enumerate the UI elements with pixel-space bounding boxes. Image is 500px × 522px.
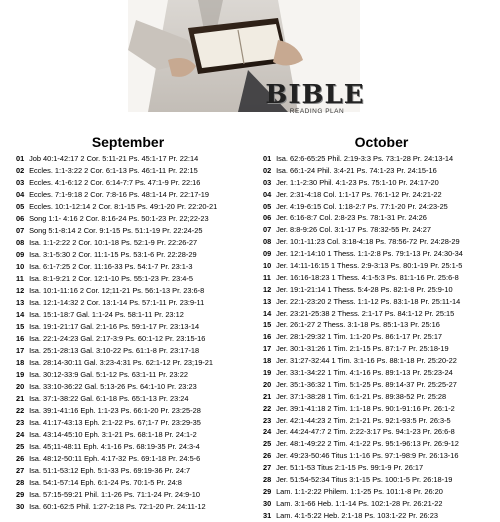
reading-row — [16, 381, 260, 393]
reading-row — [263, 236, 500, 248]
reading-text: Isa. 66:1-24 Phil. 3:4-21 Ps. 74:1-23 Pr. 24:15-16 — [276, 165, 437, 175]
day-number: 10 — [263, 261, 272, 271]
reading-row — [263, 474, 500, 486]
reading-row — [263, 403, 500, 415]
day-number: 29 — [16, 490, 25, 499]
day-number: 14 — [16, 310, 25, 319]
reading-text: Jer. 37:1-38:28 1 Tim. 6:1-21 Ps. 89:38-52 Pr. 25:28 — [276, 391, 447, 401]
day-number: 22 — [263, 403, 272, 413]
reading-row — [16, 201, 260, 213]
reading-text: Isa. 22:1-24:23 Gal. 2:17-3:9 Ps. 60:1-12 Pr. 23:15-16 — [29, 334, 206, 343]
day-number: 18 — [16, 358, 25, 367]
day-number: 13 — [16, 298, 25, 307]
day-number: 01 — [263, 154, 272, 163]
reading-text: Isa. 6:1-7:25 2 Cor. 11:16-33 Ps. 54:1-7 Pr. 23:1-3 — [29, 262, 193, 271]
reading-row — [16, 357, 260, 369]
reading-row — [16, 501, 260, 513]
reading-row — [263, 486, 500, 498]
day-number: 08 — [16, 238, 25, 247]
day-number: 13 — [263, 296, 272, 306]
reading-row — [263, 355, 500, 367]
day-number: 03 — [16, 178, 25, 187]
reading-text: Isa. 60:1-62:5 Phil. 1:27-2:18 Ps. 72:1-20 Pr. 24:11-12 — [29, 502, 206, 511]
reading-text: Isa. 39:1-41:16 Eph. 1:1-23 Ps. 66:1-20 Pr. 23:25-28 — [29, 406, 201, 415]
reading-text: Isa. 10:1-11:16 2 Cor. 12;11-21 Ps. 56:1-13 Pr. 23:6-8 — [29, 286, 205, 295]
reading-text: Lam. 3:1-66 Heb. 1:1-14 Ps. 102:1-28 Pr. 26:21-22 — [276, 498, 443, 508]
reading-row — [263, 201, 500, 213]
day-number: 30 — [16, 502, 25, 511]
reading-row — [263, 391, 500, 403]
reading-row — [16, 321, 260, 333]
day-number: 17 — [263, 344, 272, 354]
day-number: 02 — [263, 165, 272, 175]
day-number: 07 — [263, 225, 272, 235]
reading-text: Jer. 4:19-6:15 Col. 1:18-2:7 Ps. 77:1-20 Pr. 24:23-25 — [276, 201, 448, 211]
day-number: 25 — [16, 442, 25, 451]
reading-text: Jer. 49:23-50:46 Titus 1:1-16 Ps. 97:1-98:9 Pr. 26:13-16 — [276, 451, 459, 461]
reading-text: Jer. 1:1-2:30 Phil. 4:1-23 Ps. 75:1-10 Pr. 24:17-20 — [276, 177, 439, 187]
day-number: 04 — [16, 190, 25, 199]
reading-text: Isa. 41:17-43:13 Eph. 2:1-22 Ps. 67;1-7 Pr. 23:29-35 — [29, 418, 201, 427]
day-number: 05 — [263, 201, 272, 211]
reading-text: Jer. 14:11-16:15 1 Thess. 2:9-3:13 Ps. 80:1-19 Pr. 25:1-5 — [276, 261, 463, 271]
reading-row — [263, 272, 500, 284]
day-number: 06 — [16, 214, 25, 223]
day-number: 17 — [16, 346, 25, 355]
reading-row — [16, 225, 260, 237]
reading-row — [16, 453, 260, 465]
reading-row — [16, 309, 260, 321]
day-number: 10 — [16, 262, 25, 271]
reading-row — [16, 153, 260, 165]
day-number: 27 — [263, 463, 272, 473]
reading-row — [263, 177, 500, 189]
reading-row — [263, 284, 500, 296]
day-number: 19 — [16, 370, 25, 379]
reading-text: Jer. 22:1-23:20 2 Thess. 1:1-12 Ps. 83:1-18 Pr. 25:11-14 — [276, 296, 461, 306]
day-number: 09 — [263, 249, 272, 259]
reading-text: Jer. 51:1-53 Titus 2:1-15 Ps. 99:1-9 Pr. 26:17 — [276, 463, 424, 473]
reading-row — [263, 224, 500, 236]
reading-row — [263, 450, 500, 462]
reading-text: Jer. 2:31-4:18 Col. 1:1-17 Ps. 76:1-12 Pr. 24:21-22 — [276, 189, 442, 199]
reading-row — [16, 285, 260, 297]
reading-text: Eccles. 10:1-12:14 2 Cor. 8:1-15 Ps. 49:1-20 Pr. 22:20-21 — [29, 202, 218, 211]
day-number: 02 — [16, 166, 25, 175]
reading-row — [263, 260, 500, 272]
reading-text: Isa. 8:1-9:21 2 Cor. 12:1-10 Ps. 55:1-23 Pr. 23:4-5 — [29, 274, 193, 283]
reading-row — [263, 212, 500, 224]
reading-row — [263, 367, 500, 379]
reading-row — [16, 489, 260, 501]
reading-row — [263, 510, 500, 522]
reading-text: Jer. 31:27-32:44 1 Tim. 3:1-16 Ps. 88:1-18 Pr. 25:20-22 — [276, 356, 457, 366]
reading-text: Jer. 33:1-34:22 1 Tim. 4:1-16 Ps. 89:1-13 Pr. 25:23-24 — [276, 368, 453, 378]
day-number: 25 — [263, 439, 272, 449]
day-number: 20 — [16, 382, 25, 391]
reading-text: Isa. 54:1-57:14 Eph. 6:1-24 Ps. 70:1-5 Pr. 24:8 — [29, 478, 182, 487]
day-number: 09 — [16, 250, 25, 259]
day-number: 22 — [16, 406, 25, 415]
reading-text: Isa. 28:14-30:11 Gal. 3:23-4:31 Ps. 62:1-12 Pr. 23;19-21 — [29, 358, 213, 367]
reading-text: Isa. 37:1-38:22 Gal. 6:1-18 Ps. 65:1-13 Pr. 23:24 — [29, 394, 189, 403]
reading-row — [263, 165, 500, 177]
reading-row — [263, 319, 500, 331]
reading-row — [263, 462, 500, 474]
october-heading: October — [354, 134, 409, 150]
reading-text: Isa. 48:12-50:11 Eph. 4:17-32 Ps. 69:1-18 Pr. 24:5-6 — [29, 454, 201, 463]
day-number: 28 — [16, 478, 25, 487]
reading-row — [16, 429, 260, 441]
reading-row — [16, 393, 260, 405]
reading-text: Jer. 48:1-49:22 2 Tim. 4:1-22 Ps. 95:1-96:13 Pr. 26:9-12 — [276, 439, 459, 449]
day-number: 08 — [263, 237, 272, 247]
reading-text: Eccles. 7:1-9:18 2 Cor. 7:8-16 Ps. 48:1-14 Pr. 22:17-19 — [29, 190, 210, 199]
reading-row — [16, 273, 260, 285]
reading-text: Isa. 15:1-18:7 Gal. 1:1-24 Ps. 58:1-11 Pr. 23:12 — [29, 310, 184, 319]
day-number: 21 — [16, 394, 25, 403]
reading-text: Isa. 25:1-28:13 Gal. 3:10-22 Ps. 61:1-8 Pr. 23:17-18 — [29, 346, 200, 355]
reading-row — [263, 189, 500, 201]
reading-row — [263, 308, 500, 320]
reading-text: Song 1:1- 4:16 2 Cor. 8:16-24 Ps. 50:1-23 Pr. 22;22-23 — [29, 214, 209, 223]
reading-text: Isa. 33:10-36:22 Gal. 5:13-26 Ps. 64:1-10 Pr. 23:23 — [29, 382, 197, 391]
reading-text: Jer. 6:16-8:7 Col. 2:8-23 Ps. 78:1-31 Pr. 24:26 — [276, 213, 427, 223]
reading-text: Jer. 30:1-31:26 1 Tim. 2:1-15 Ps. 87:1-7 Pr. 25:18-19 — [276, 344, 449, 354]
day-number: 03 — [263, 177, 272, 187]
reading-text: Isa. 43:14-45:10 Eph. 3:1-21 Ps. 68:1-18 Pr. 24:1-2 — [29, 430, 197, 439]
reading-row — [263, 379, 500, 391]
reading-text: Jer. 39:1-41:18 2 Tim. 1:1-18 Ps. 90:1-91:16 Pr. 26:1-2 — [276, 403, 455, 413]
reading-text: Isa. 12:1-14:32 2 Cor. 13:1-14 Ps. 57:1-11 Pr. 23:9-11 — [29, 298, 205, 307]
day-number: 24 — [263, 427, 272, 437]
reading-row — [16, 189, 260, 201]
reading-row — [263, 331, 500, 343]
logo-title: BIBLE — [265, 80, 365, 110]
reading-text: Jer. 28:1-29:32 1 Tim. 1:1-20 Ps. 86:1-17 Pr. 25:17 — [276, 332, 443, 342]
reading-text: Jer. 35:1-36:32 1 Tim. 5:1-25 Ps. 89:14-37 Pr. 25:25-27 — [276, 379, 457, 389]
day-number: 05 — [16, 202, 25, 211]
reading-row — [263, 153, 500, 165]
reading-text: Jer. 51:54-52:34 Titus 3:1-15 Ps. 100:1-5 Pr. 26:18-19 — [276, 475, 453, 485]
reading-text: Isa. 45;11-48:11 Eph. 4:1-16 Ps. 68:19-35 Pr. 24:3-4 — [29, 442, 200, 451]
october-reading-list — [263, 153, 500, 522]
day-number: 11 — [263, 272, 271, 282]
reading-row — [16, 345, 260, 357]
reading-row — [263, 296, 500, 308]
reading-text: Lam. 1:1-2:22 Philem. 1:1-25 Ps. 101:1-8 Pr. 26:20 — [276, 486, 443, 496]
reading-row — [16, 333, 260, 345]
reading-text: Eccles. 1:1-3:22 2 Cor. 6:1-13 Ps. 46:1-11 Pr. 22:15 — [29, 166, 198, 175]
day-number: 04 — [263, 189, 272, 199]
day-number: 11 — [16, 274, 24, 283]
reading-row — [16, 405, 260, 417]
day-number: 12 — [16, 286, 25, 295]
reading-text: Lam. 4:1-5:22 Heb. 2:1-18 Ps. 103:1-22 Pr. 26:23 — [276, 510, 438, 520]
reading-text: Isa. 51:1-53:12 Eph. 5:1-33 Ps. 69:19-36 Pr. 24:7 — [29, 466, 191, 475]
reading-row — [16, 477, 260, 489]
day-number: 28 — [263, 475, 272, 485]
logo-subtitle: READING PLAN — [289, 108, 345, 115]
reading-text: Jer. 23:21-25:38 2 Thess. 2:1-17 Ps. 84:1-12 Pr. 25:15 — [276, 308, 455, 318]
day-number: 15 — [263, 320, 272, 330]
reading-text: Jer. 12:1-14:10 1 Thess. 1:1-2:8 Ps. 79:1-13 Pr. 24:30-34 — [276, 249, 463, 259]
reading-row — [263, 438, 500, 450]
reading-text: Isa. 62:6-65:25 Phil. 2:19-3:3 Ps. 73:1-28 Pr. 24:13-14 — [276, 154, 454, 163]
reading-text: Song 5:1-8:14 2 Cor. 9:1-15 Ps. 51:1-19 Pr. 22:24-25 — [29, 226, 203, 235]
reading-row — [263, 498, 500, 510]
september-heading: September — [91, 134, 165, 150]
day-number: 14 — [263, 308, 272, 318]
day-number: 12 — [263, 284, 272, 294]
day-number: 23 — [16, 418, 25, 427]
reading-text: Jer. 44:24-47:7 2 Tim. 2:22-3:17 Ps. 94:1-23 Pr. 26:6-8 — [276, 427, 455, 437]
day-number: 29 — [263, 486, 272, 496]
reading-row — [263, 426, 500, 438]
day-number: 26 — [16, 454, 25, 463]
reading-text: Jer. 8:8-9:26 Col. 3:1-17 Ps. 78:32-55 Pr. 24:27 — [276, 225, 431, 235]
day-number: 31 — [263, 510, 272, 520]
day-number: 30 — [263, 498, 272, 508]
reading-text: Isa. 30:12-33:9 Gal. 5:1-12 Ps. 63:1-11 Pr. 23:22 — [29, 370, 188, 379]
reading-text: Jer. 42:1-44:23 2 Tim. 2:1-21 Ps. 92:1-93:5 Pr. 26:3-5 — [276, 415, 451, 425]
reading-text: Eccles. 4:1-6:12 2 Cor. 6:14-7:7 Ps. 47:1-9 Pr. 22:16 — [29, 178, 201, 187]
reading-text: Isa. 1:1-2:22 2 Cor. 10:1-18 Ps. 52:1-9 Pr. 22:26-27 — [29, 238, 198, 247]
day-number: 26 — [263, 451, 272, 461]
september-reading-list — [16, 153, 260, 513]
reading-row — [263, 248, 500, 260]
day-number: 16 — [263, 332, 272, 342]
day-number: 06 — [263, 213, 272, 223]
day-number: 23 — [263, 415, 272, 425]
reading-row — [16, 237, 260, 249]
reading-text: Isa. 3:1-5:30 2 Cor. 11:1-15 Ps. 53:1-6 Pr. 22:28-29 — [29, 250, 197, 259]
day-number: 21 — [263, 391, 272, 401]
reading-row — [16, 165, 260, 177]
reading-text: Jer. 16:16-18:23 1 Thess. 4:1-5:3 Ps. 81:1-16 Pr. 25:6-8 — [276, 272, 459, 282]
reading-row — [16, 465, 260, 477]
day-number: 16 — [16, 334, 25, 343]
reading-text: Isa. 57:15-59:21 Phil. 1:1-26 Ps. 71:1-24 Pr. 24:9-10 — [29, 490, 200, 499]
day-number: 18 — [263, 356, 272, 366]
reading-row — [263, 415, 500, 427]
day-number: 15 — [16, 322, 25, 331]
reading-row — [16, 417, 260, 429]
reading-text: Isa. 19:1-21:17 Gal. 2:1-16 Ps. 59:1-17 Pr. 23:13-14 — [29, 322, 200, 331]
reading-text: Jer. 19:1-21:14 1 Thess. 5:4-28 Ps. 82:1-8 Pr. 25:9-10 — [276, 284, 453, 294]
reading-row — [263, 343, 500, 355]
day-number: 20 — [263, 379, 272, 389]
reading-row — [16, 441, 260, 453]
reading-row — [16, 261, 260, 273]
day-number: 07 — [16, 226, 25, 235]
reading-row — [16, 177, 260, 189]
reading-text: Jer. 10:1-11:23 Col. 3:18-4:18 Ps. 78:56-72 Pr. 24:28-29 — [276, 237, 460, 247]
day-number: 27 — [16, 466, 25, 475]
day-number: 24 — [16, 430, 25, 439]
reading-row — [16, 249, 260, 261]
reading-text: Jer. 26:1-27 2 Thess. 3:1-18 Ps. 85:1-13 Pr. 25:16 — [276, 320, 440, 330]
reading-text: Job 40:1-42:17 2 Cor. 5:11-21 Ps. 45:1-17 Pr. 22:14 — [29, 154, 199, 163]
day-number: 01 — [16, 154, 25, 163]
reading-row — [16, 297, 260, 309]
reading-row — [16, 213, 260, 225]
reading-row — [16, 369, 260, 381]
day-number: 19 — [263, 368, 272, 378]
